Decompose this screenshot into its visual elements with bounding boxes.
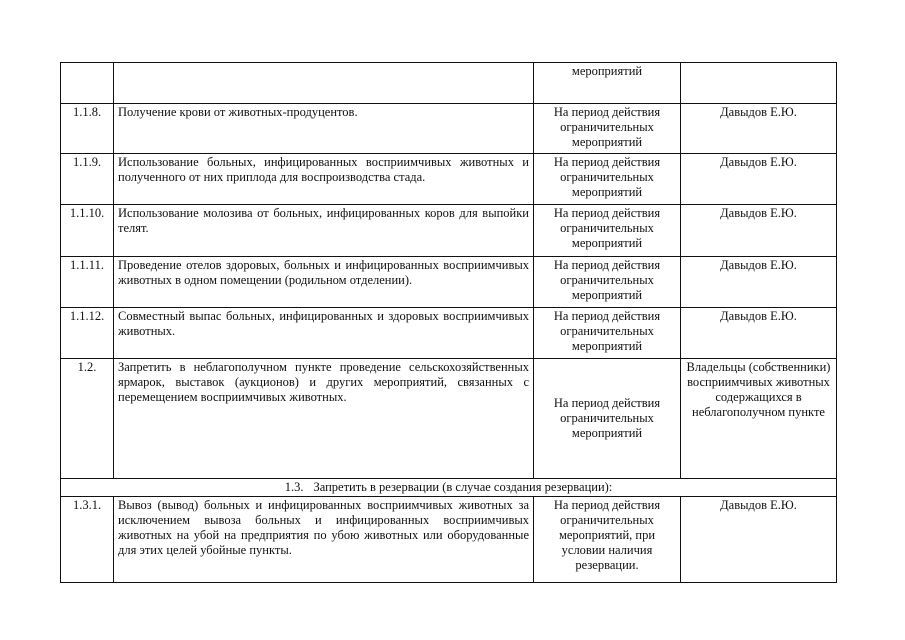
item-responsible: Давыдов Е.Ю. bbox=[681, 104, 837, 154]
item-term: На период действия ограничительных мероприятий bbox=[534, 154, 681, 205]
item-term: На период действия ограничительных мероприятий bbox=[534, 359, 681, 479]
item-term: мероприятий bbox=[534, 63, 681, 104]
measures-table bbox=[60, 62, 837, 583]
item-term: На период действия ограничительных мероприятий bbox=[534, 308, 681, 359]
item-responsible: Давыдов Е.Ю. bbox=[681, 154, 837, 205]
table-row bbox=[61, 154, 837, 205]
item-number bbox=[61, 63, 114, 104]
item-responsible: Давыдов Е.Ю. bbox=[681, 257, 837, 308]
item-number: 1.3.1. bbox=[61, 497, 114, 583]
item-responsible: Давыдов Е.Ю. bbox=[681, 205, 837, 257]
item-number: 1.1.10. bbox=[61, 205, 114, 257]
item-responsible: Давыдов Е.Ю. bbox=[681, 308, 837, 359]
item-number: 1.1.11. bbox=[61, 257, 114, 308]
item-description: Вывоз (вывод) больных и инфицированных восприимчивых животных за исключением вывоза больных и инфицированных восприимчивых животных на убой на предприятия по убою животных или оборудованные для этих целей убойные пункты. bbox=[114, 497, 534, 583]
table-row bbox=[61, 497, 837, 583]
section-row bbox=[61, 479, 837, 497]
item-number: 1.1.12. bbox=[61, 308, 114, 359]
item-term: На период действия ограничительных мероприятий bbox=[534, 205, 681, 257]
section-number: 1.3. bbox=[284, 480, 304, 494]
item-description: Использование больных, инфицированных восприимчивых животных и полученного от них приплода для воспроизводства стада. bbox=[114, 154, 534, 205]
item-term: На период действия ограничительных мероприятий, при условии наличия резервации. bbox=[534, 497, 681, 583]
item-number: 1.2. bbox=[61, 359, 114, 479]
item-description: Совместный выпас больных, инфицированных и здоровых восприимчивых животных. bbox=[114, 308, 534, 359]
item-number: 1.1.8. bbox=[61, 104, 114, 154]
item-description: Использование молозива от больных, инфицированных коров для выпойки телят. bbox=[114, 205, 534, 257]
item-term: На период действия ограничительных мероприятий bbox=[534, 257, 681, 308]
table-row bbox=[61, 205, 837, 257]
item-number: 1.1.9. bbox=[61, 154, 114, 205]
item-description: Проведение отелов здоровых, больных и инфицированных восприимчивых животных в одном помещении (родильном отделении). bbox=[114, 257, 534, 308]
section-title: Запретить в резервации (в случае создания резервации): bbox=[313, 480, 613, 494]
table-row bbox=[61, 63, 837, 104]
item-description: Получение крови от животных-продуцентов. bbox=[114, 104, 534, 154]
table-row bbox=[61, 257, 837, 308]
table-row bbox=[61, 308, 837, 359]
item-term: На период действия ограничительных мероприятий bbox=[534, 104, 681, 154]
item-responsible: Давыдов Е.Ю. bbox=[681, 497, 837, 583]
item-description: Запретить в неблагополучном пункте проведение сельскохозяйственных ярмарок, выставок (аукционов) и других мероприятий, связанных с перемещением восприимчивых животных. bbox=[114, 359, 534, 479]
item-responsible bbox=[681, 63, 837, 104]
section-heading bbox=[61, 479, 837, 497]
table-row bbox=[61, 104, 837, 154]
item-responsible: Владельцы (собственники) восприимчивых животных содержащихся в неблагополучном пункте bbox=[681, 359, 837, 479]
table-row bbox=[61, 359, 837, 479]
item-description bbox=[114, 63, 534, 104]
